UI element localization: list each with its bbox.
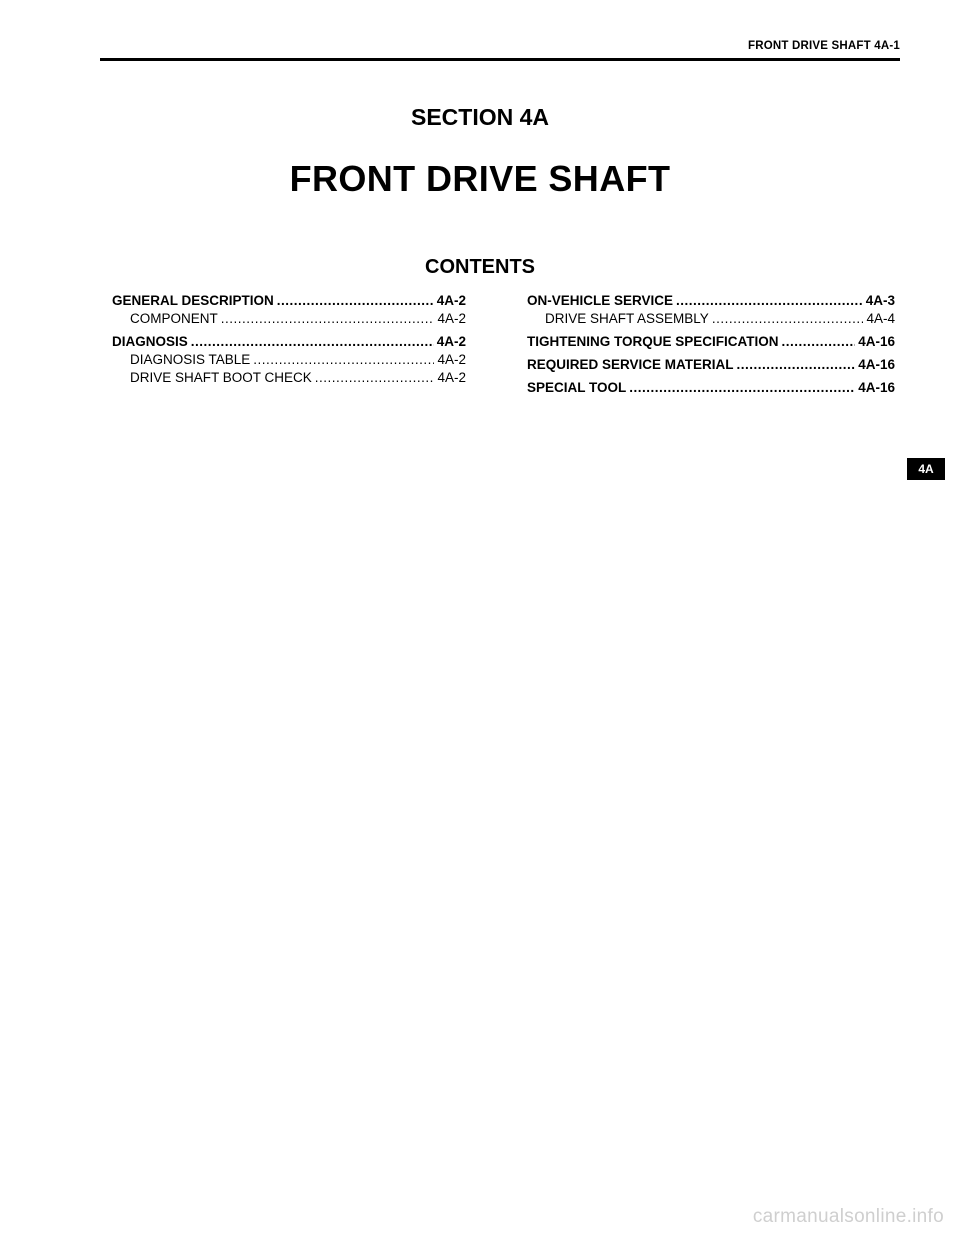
toc-dot-leader	[277, 292, 434, 310]
toc-entry-page: 4A-16	[858, 334, 895, 349]
watermark: carmanualsonline.info	[752, 1206, 944, 1227]
toc-entry-title: GENERAL DESCRIPTION	[112, 293, 274, 308]
toc-entry-page: 4A-2	[436, 293, 466, 308]
section-title: FRONT DRIVE SHAFT	[289, 158, 671, 199]
toc-dot-leader	[782, 333, 856, 351]
toc-entry[interactable]	[112, 310, 466, 328]
toc-entry-page: 4A-3	[865, 293, 895, 308]
toc-dot-leader	[253, 351, 434, 369]
toc-entry-title: TIGHTENING TORQUE SPECIFICATION	[527, 334, 779, 349]
toc-entry[interactable]	[112, 369, 466, 387]
toc-entry[interactable]	[527, 310, 895, 328]
toc-entry-title: DIAGNOSIS TABLE	[130, 352, 251, 367]
toc-right-column	[527, 292, 895, 397]
running-head: FRONT DRIVE SHAFT 4A-1	[748, 40, 900, 52]
toc-entry-title: DRIVE SHAFT ASSEMBLY	[545, 311, 709, 326]
toc-dot-leader	[712, 310, 864, 328]
toc-entry[interactable]	[527, 292, 895, 310]
toc-entry[interactable]	[112, 351, 466, 369]
toc-entry-page: 4A-2	[437, 352, 466, 367]
toc-entry-title: SPECIAL TOOL	[527, 380, 627, 395]
toc-entry-title: ON-VEHICLE SERVICE	[527, 293, 674, 308]
toc-entry-title: REQUIRED SERVICE MATERIAL	[527, 357, 734, 372]
toc-left-column	[112, 292, 466, 387]
toc-dot-leader	[221, 310, 435, 328]
header-rule	[100, 58, 900, 61]
toc-entry[interactable]	[112, 333, 466, 351]
toc-dot-leader	[629, 379, 855, 397]
toc-entry-page: 4A-2	[437, 311, 466, 326]
toc-entry[interactable]	[527, 356, 895, 374]
toc-dot-leader	[315, 369, 435, 387]
section-label: SECTION 4A	[410, 104, 550, 130]
toc-entry-title: DRIVE SHAFT BOOT CHECK	[130, 370, 312, 385]
toc-entry[interactable]	[527, 333, 895, 351]
toc-entry-page: 4A-16	[858, 357, 895, 372]
toc-entry[interactable]	[112, 292, 466, 310]
section-tab[interactable]: 4A	[907, 458, 945, 480]
toc-entry-page: 4A-16	[858, 380, 895, 395]
toc-entry-page: 4A-2	[437, 370, 466, 385]
contents-heading: CONTENTS	[425, 256, 535, 278]
toc-entry-page: 4A-2	[436, 334, 466, 349]
toc-dot-leader	[191, 333, 434, 351]
toc-dot-leader	[676, 292, 863, 310]
toc-entry-title: DIAGNOSIS	[112, 334, 188, 349]
toc-entry[interactable]	[527, 379, 895, 397]
toc-dot-leader	[737, 356, 856, 374]
toc-entry-page: 4A-4	[866, 311, 895, 326]
toc-entry-title: COMPONENT	[130, 311, 218, 326]
